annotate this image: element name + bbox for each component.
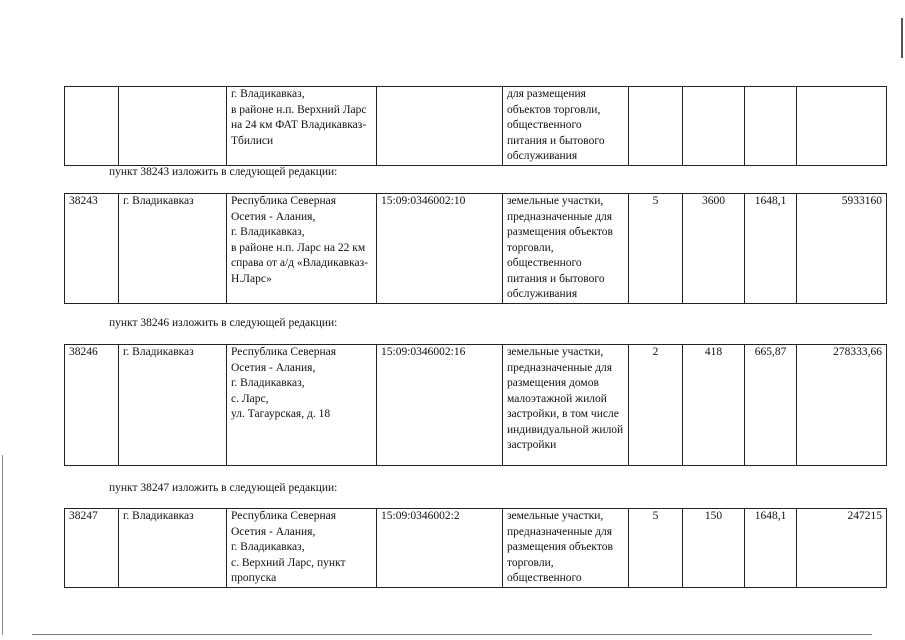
cell-cadastral-number	[377, 87, 503, 166]
scan-edge-mark	[2, 455, 3, 635]
section-caption: пункт 38247 изложить в следующей редакции:	[109, 482, 338, 494]
cell-group: 5	[629, 194, 683, 304]
cell-group	[629, 87, 683, 166]
cell-municipality: г. Владикавказ	[119, 194, 227, 304]
section-caption: пункт 38246 изложить в следующей редакции:	[109, 317, 338, 329]
scan-bottom-line	[32, 634, 872, 635]
table-fragment-38246	[64, 344, 887, 466]
cell-area: 150	[683, 509, 745, 588]
scan-edge-mark	[901, 18, 903, 58]
cell-land-use: для размещения объектов торговли, общественного питания и бытового обслуживания	[503, 87, 629, 166]
cell-municipality	[119, 87, 227, 166]
cell-rate: 665,87	[745, 345, 797, 466]
cell-rate: 1648,1	[745, 509, 797, 588]
cell-rate: 1648,1	[745, 194, 797, 304]
table-fragment-top	[64, 86, 887, 166]
cell-land-use: земельные участки, предназначенные для размещения объектов торговли, общественного	[503, 509, 629, 588]
cell-municipality: г. Владикавказ	[119, 509, 227, 588]
cell-municipality: г. Владикавказ	[119, 345, 227, 466]
cell-address: г. Владикавказ, в районе н.п. Верхний Ларс на 24 км ФАТ Владикавказ-Тбилиси	[227, 87, 377, 166]
section-caption: пункт 38243 изложить в следующей редакции:	[109, 166, 338, 178]
cell-area: 3600	[683, 194, 745, 304]
table-row	[65, 87, 887, 166]
cell-cadastral-number: 15:09:0346002:16	[377, 345, 503, 466]
cell-cadastral-number: 15:09:0346002:10	[377, 194, 503, 304]
cell-area: 418	[683, 345, 745, 466]
table-row	[65, 509, 887, 588]
cell-number: 38243	[65, 194, 119, 304]
cell-rate	[745, 87, 797, 166]
cell-number: 38246	[65, 345, 119, 466]
cell-group: 2	[629, 345, 683, 466]
cell-address: Республика Северная Осетия - Алания, г. Владикавказ, с. Верхний Ларс, пункт пропуска	[227, 509, 377, 588]
cell-land-use: земельные участки, предназначенные для размещения объектов торговли, общественного питания и бытового обслуживания	[503, 194, 629, 304]
cell-cadastral-number: 15:09:0346002:2	[377, 509, 503, 588]
cell-address: Республика Северная Осетия - Алания, г. Владикавказ, в районе н.п. Ларс на 22 км справа от а/д «Владикавказ-Н.Ларс»	[227, 194, 377, 304]
cell-cadastral-value: 278333,66	[797, 345, 887, 466]
cell-address: Республика Северная Осетия - Алания, г. Владикавказ, с. Ларс, ул. Тагаурская, д. 18	[227, 345, 377, 466]
cell-number	[65, 87, 119, 166]
cell-cadastral-value: 247215	[797, 509, 887, 588]
table-row	[65, 194, 887, 304]
cell-area	[683, 87, 745, 166]
table-fragment-38247	[64, 508, 887, 588]
cell-group: 5	[629, 509, 683, 588]
table-row	[65, 345, 887, 466]
cell-cadastral-value: 5933160	[797, 194, 887, 304]
cell-land-use: земельные участки, предназначенные для размещения домов малоэтажной жилой застройки, в том числе индивидуальной жилой застройки	[503, 345, 629, 466]
cell-number: 38247	[65, 509, 119, 588]
cell-cadastral-value	[797, 87, 887, 166]
table-fragment-38243	[64, 193, 887, 304]
